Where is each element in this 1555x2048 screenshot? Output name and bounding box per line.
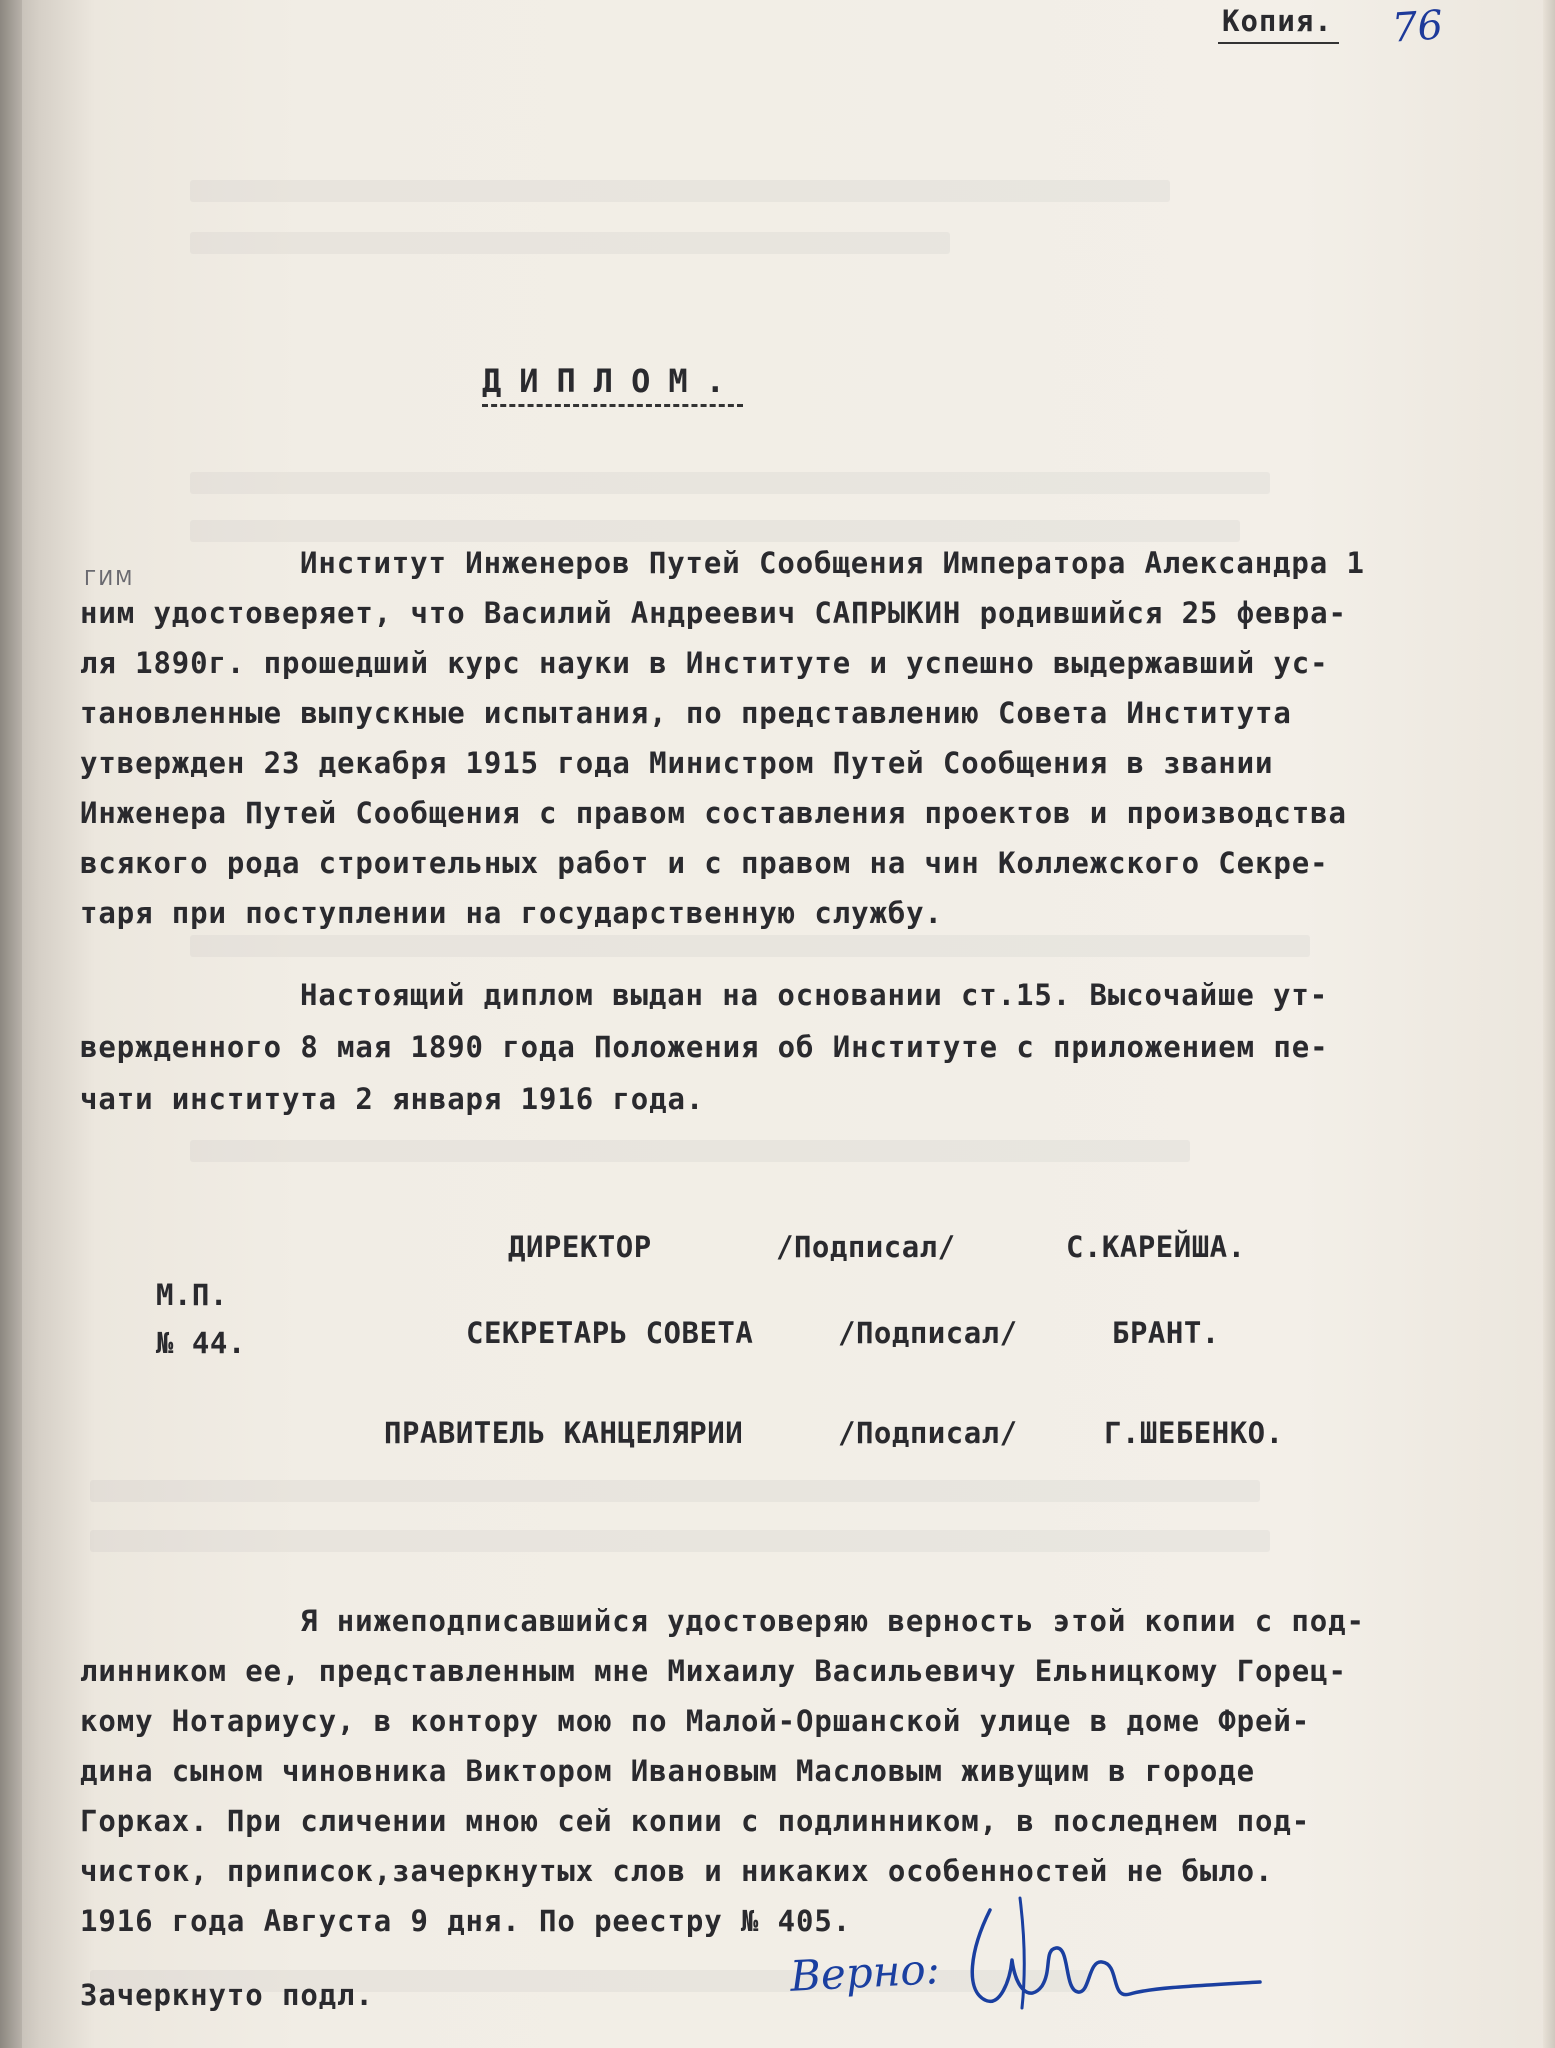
bleed-through-line <box>190 232 950 254</box>
notary-line: 1916 года Августа 9 дня. По реестру № 405. <box>80 1904 852 1938</box>
chancellery-name: Г.ШЕБЕНКО. <box>1104 1416 1284 1450</box>
secretary-name: БРАНТ. <box>1112 1316 1220 1350</box>
paragraph1-line: тановленные выпускные испытания, по представлению Совета Института <box>80 696 1292 730</box>
bleed-through-line <box>90 1480 1260 1502</box>
paragraph1-line: таря при поступлении на государственную службу. <box>80 896 943 930</box>
secretary-signed-mark: /Подписал/ <box>838 1316 1018 1350</box>
bleed-through-line <box>190 472 1270 494</box>
director-name: С.КАРЕЙША. <box>1066 1230 1246 1264</box>
notary-line: Я нижеподписавшийся удостоверяю верность этой копии с под- <box>300 1604 1365 1638</box>
margin-mark: ГИМ <box>84 566 135 590</box>
paragraph1-line: ним удостоверяет, что Василий Андреевич САПРЫКИН родившийся 25 февра- <box>80 596 1347 630</box>
director-title: ДИРЕКТОР <box>508 1230 652 1264</box>
handwritten-signature <box>960 1890 1280 2020</box>
handwritten-page-number: 76 <box>1390 2 1445 52</box>
copy-label: Копия. <box>1218 4 1339 44</box>
chancellery-title: ПРАВИТЕЛЬ КАНЦЕЛЯРИИ <box>384 1416 744 1450</box>
right-edge-shadow <box>1543 0 1555 2048</box>
paragraph1-line: Институт Инженеров Путей Сообщения Императора Александра 1 <box>300 546 1365 580</box>
crossed-out-note: Зачеркнуто подл. <box>80 1978 374 2012</box>
secretary-title: СЕКРЕТАРЬ СОВЕТА <box>466 1316 754 1350</box>
notary-line: кому Нотариусу, в контору мою по Малой-Оршанской улице в доме Фрей- <box>80 1704 1311 1738</box>
paragraph2-line: вержденного 8 мая 1890 года Положения об Институте с приложением пе- <box>80 1030 1329 1064</box>
notary-line: Горках. При сличении мною сей копии с подлинником, в последнем под- <box>80 1804 1311 1838</box>
paragraph2-line: чати института 2 января 1916 года. <box>80 1082 705 1116</box>
paragraph2-line: Настоящий диплом выдан на основании ст.15. Высочайше ут- <box>300 978 1329 1012</box>
paragraph1-line: всякого рода строительных работ и с правом на чин Коллежского Секре- <box>80 846 1329 880</box>
seal-place: М.П. <box>156 1278 228 1312</box>
document-number: № 44. <box>156 1326 246 1360</box>
paragraph1-line: утвержден 23 декабря 1915 года Министром Путей Сообщения в звании <box>80 746 1274 780</box>
binding-edge-shadow <box>0 0 22 2048</box>
director-signed-mark: /Подписал/ <box>776 1230 956 1264</box>
certification-handwritten: Верно: <box>788 1944 941 2001</box>
bleed-through-line <box>90 1530 1270 1552</box>
notary-line: дина сыном чиновника Виктором Ивановым Масловым живущим в городе <box>80 1754 1256 1788</box>
bleed-through-line <box>190 935 1310 957</box>
document-title: ДИПЛОМ. <box>482 362 743 407</box>
bleed-through-line <box>190 180 1170 202</box>
chancellery-signed-mark: /Подписал/ <box>838 1416 1018 1450</box>
notary-line: чисток, приписок,зачеркнутых слов и никаких особенностей не было. <box>80 1854 1274 1888</box>
paragraph1-line: Инженера Путей Сообщения с правом составления проектов и производства <box>80 796 1347 830</box>
notary-line: линником ее, представленным мне Михаилу Васильевичу Ельницкому Горец- <box>80 1654 1347 1688</box>
bleed-through-line <box>190 520 1240 542</box>
paragraph1-line: ля 1890г. прошедший курс науки в Институте и успешно выдержавший ус- <box>80 646 1329 680</box>
bleed-through-line <box>190 1140 1190 1162</box>
